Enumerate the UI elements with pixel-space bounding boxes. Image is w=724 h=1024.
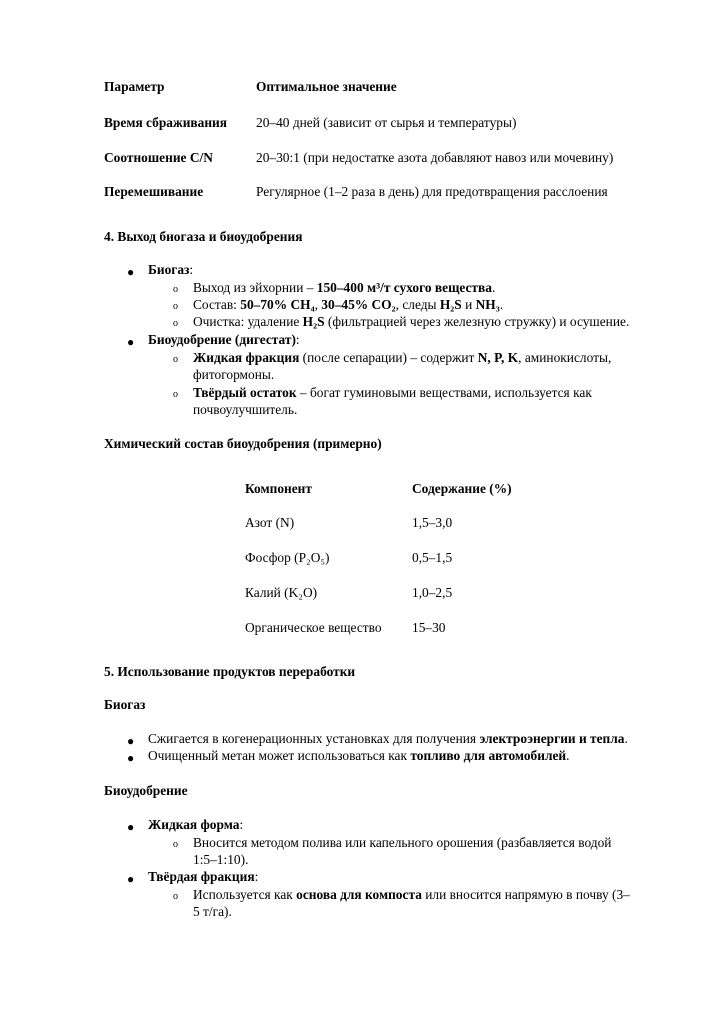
biogas-heading: Биогаз (104, 697, 146, 712)
chem-row-value: 15–30 (412, 620, 446, 635)
biogas-use-2: Очищенный метан может использоваться как топливо для автомобилей. (148, 748, 570, 763)
solid-form-text-cont: 5 т/га). (193, 904, 232, 919)
solid-residue: Твёрдый остаток – богат гуминовыми веществами, используется как (193, 385, 592, 400)
biogas-composition: Состав: 50–70% CH₄, 30–45% CO₂, следы H₂S и NH₃. (193, 297, 504, 312)
chem-row-component: Фосфор (P₂O₅) (245, 550, 330, 565)
biogas-yield: Выход из эйхорнии – 150–400 м³/т сухого вещества. (193, 280, 496, 295)
param-header-2: Оптимальное значение (256, 79, 397, 94)
bullet-icon: ● (127, 751, 135, 765)
biogas-label: Биогаз: (148, 262, 194, 277)
chem-title: Химический состав биоудобрения (примерно) (104, 436, 382, 451)
param-row-value: 20–40 дней (зависит от сырья и температуры) (256, 115, 517, 130)
section5-title: 5. Использование продуктов переработки (104, 664, 356, 679)
bullet-icon: ● (127, 820, 135, 834)
liquid-fraction: Жидкая фракция (после сепарации) – содержит N, P, K, аминокислоты, (193, 350, 612, 365)
param-header-1: Параметр (104, 79, 165, 94)
circle-bullet-icon: o (173, 301, 178, 312)
biogas-cleaning: Очистка: удаление H₂S (фильтрацией через железную стружку) и осушение. (193, 314, 630, 329)
biogas-use-1: Сжигается в когенерационных установках для получения электроэнергии и тепла. (148, 731, 628, 746)
liquid-form-text-cont: 1:5–1:10). (193, 852, 249, 867)
circle-bullet-icon: o (173, 891, 178, 902)
circle-bullet-icon: o (173, 839, 178, 850)
circle-bullet-icon: o (173, 284, 178, 295)
bullet-icon: ● (127, 265, 135, 279)
param-row-name: Время сбраживания (104, 115, 228, 130)
liquid-fraction-cont: фитогормоны. (193, 367, 275, 382)
fert-heading: Биоудобрение (104, 783, 188, 798)
chem-row-component: Азот (N) (245, 515, 295, 530)
bullet-icon: ● (127, 734, 135, 748)
chem-row-value: 0,5–1,5 (412, 550, 453, 565)
param-row-name: Перемешивание (104, 184, 204, 199)
bullet-icon: ● (127, 872, 135, 886)
circle-bullet-icon: o (173, 354, 178, 365)
fert-label: Биоудобрение (дигестат): (148, 332, 300, 347)
param-row-value: 20–30:1 (при недостатке азота добавляют навоз или мочевину) (256, 150, 614, 165)
chem-header-1: Компонент (245, 481, 312, 496)
solid-form-text: Используется как основа для компоста или вносится напрямую в почву (3– (193, 887, 630, 902)
param-row-value: Регулярное (1–2 раза в день) для предотвращения расслоения (256, 184, 608, 199)
chem-header-2: Содержание (%) (412, 481, 512, 496)
circle-bullet-icon: o (173, 318, 178, 329)
chem-row-component: Органическое вещество (245, 620, 382, 635)
solid-form-label: Твёрдая фракция: (148, 869, 259, 884)
param-row-name: Соотношение C/N (104, 150, 213, 165)
circle-bullet-icon: o (173, 389, 178, 400)
liquid-form-label: Жидкая форма: (148, 817, 244, 832)
chem-row-value: 1,5–3,0 (412, 515, 453, 530)
liquid-form-text: Вносится методом полива или капельного орошения (разбавляется водой (193, 835, 612, 850)
bullet-icon: ● (127, 335, 135, 349)
chem-row-component: Калий (K₂O) (245, 585, 318, 600)
section4-title: 4. Выход биогаза и биоудобрения (104, 229, 303, 244)
chem-row-value: 1,0–2,5 (412, 585, 453, 600)
solid-residue-cont: почвоулучшитель. (193, 402, 298, 417)
